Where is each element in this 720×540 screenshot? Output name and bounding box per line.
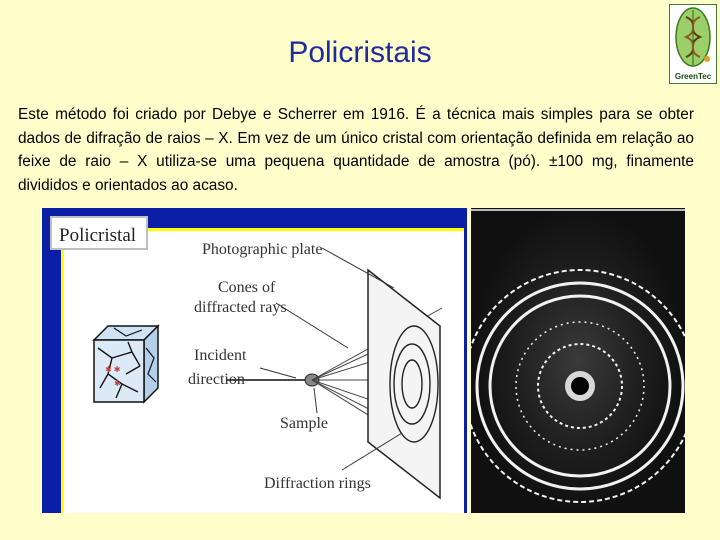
tab-label: Policristal <box>59 225 137 246</box>
ring-pattern-image <box>471 208 685 513</box>
photographic-plate <box>368 270 440 498</box>
label-cones-line2: diffracted rays <box>194 299 287 316</box>
debye-scherrer-photo <box>471 208 685 513</box>
label-incident-line1: Incident <box>194 347 247 364</box>
label-photographic-plate: Photographic plate <box>202 241 323 258</box>
logo-text: GreenTec <box>674 72 712 81</box>
polycrystal-cube-icon <box>94 326 158 402</box>
body-paragraph: Este método foi criado por Debye e Scherrer em 1916. É a técnica mais simples para se obter dados de difração de raios – X. Em vez de um único cristal com orientação definida em relação ao feixe de raio – X utiliza-se uma pequena quantidade de amostra (pó). ±100 mg, finamente divididos e orientados ao acaso. <box>18 106 694 194</box>
label-diffraction-rings: Diffraction rings <box>264 475 371 492</box>
greentec-logo <box>669 4 717 84</box>
label-incident-line2: direction <box>188 371 245 388</box>
leaf-icon <box>670 5 716 69</box>
svg-text:✱ ✱: ✱ ✱ <box>105 365 121 374</box>
slide-title: Policristais <box>288 36 432 69</box>
label-sample: Sample <box>280 415 328 432</box>
label-cones-line1: Cones of <box>218 279 276 296</box>
diagram-drawing <box>42 208 467 513</box>
policristal-diagram <box>42 208 467 513</box>
svg-text:✱: ✱ <box>114 379 121 388</box>
